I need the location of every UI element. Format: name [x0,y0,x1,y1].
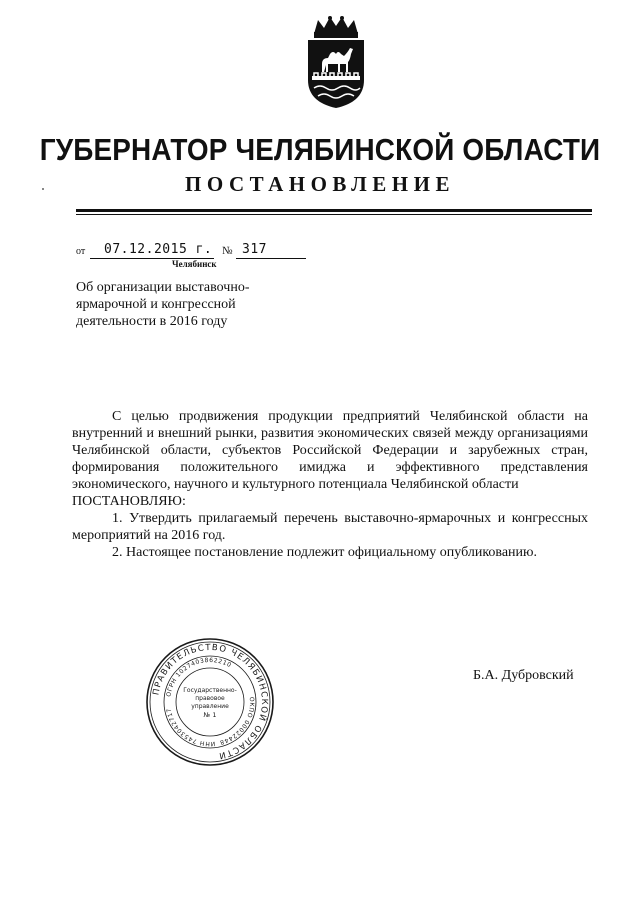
decree-item: 1. Утвердить прилагаемый перечень выставочно-ярмарочных и конгрессных мероприятий на 2016 год. [72,511,588,543]
seal-center-line: Государственно- [183,687,237,694]
seal-center-line: управление [191,703,229,710]
date-number-row [76,241,316,261]
subject-line: Об организации выставочно- [76,280,250,295]
preamble-paragraph: С целью продвижения продукции предприятий Челябинской области на внутренний и внешний рынки, развития экономических связей между организациями Челябинской области, субъектов Российской Федерации и зарубежных стран, формирования положительного имиджа и эффективного представления экономического, научного и культурного потенциала Челябинской области [72,409,588,492]
number-underline [236,258,306,259]
seal-okpo-text: ОКПО 00022448 [218,696,256,746]
subject-line: деятельности в 2016 году [76,314,228,329]
coat-of-arms-emblem [300,14,372,110]
seal-outer-text: ПРАВИТЕЛЬСТВО ЧЕЛЯБИНСКОЙ ОБЛАСТИ [151,642,270,761]
seal-center-line: № 1 [203,711,217,719]
official-seal-stamp [144,636,276,768]
issuer-title: ГУБЕРНАТОР ЧЕЛЯБИНСКОЙ ОБЛАСТИ [39,132,601,167]
signatory-name: Б.А. Дубровский [473,668,574,683]
number-prefix: № [222,245,233,257]
seal-center-line: правовое [195,695,225,702]
date-prefix: от [76,246,86,257]
document-body [72,408,588,561]
document-subject [76,279,306,330]
header-rule-thin [76,214,592,215]
decree-item: 2. Настоящее постановление подлежит официальному опубликованию. [112,545,537,560]
seal-inn-text: ИНН 7453042717 [165,707,216,748]
decree-word: ПОСТАНОВЛЯЮ: [72,494,186,509]
document-number: 317 [242,242,267,257]
city-name: Челябинск [172,259,217,269]
margin-mark [42,188,44,190]
document-type-title: ПОСТАНОВЛЕНИЕ [185,172,455,196]
subject-line: ярмарочной и конгрессной [76,297,236,312]
seal-ogrn-text: ОГРН 1027403862210 [165,656,233,698]
header-rule-thick [76,209,592,212]
document-date: 07.12.2015 г. [104,242,213,257]
